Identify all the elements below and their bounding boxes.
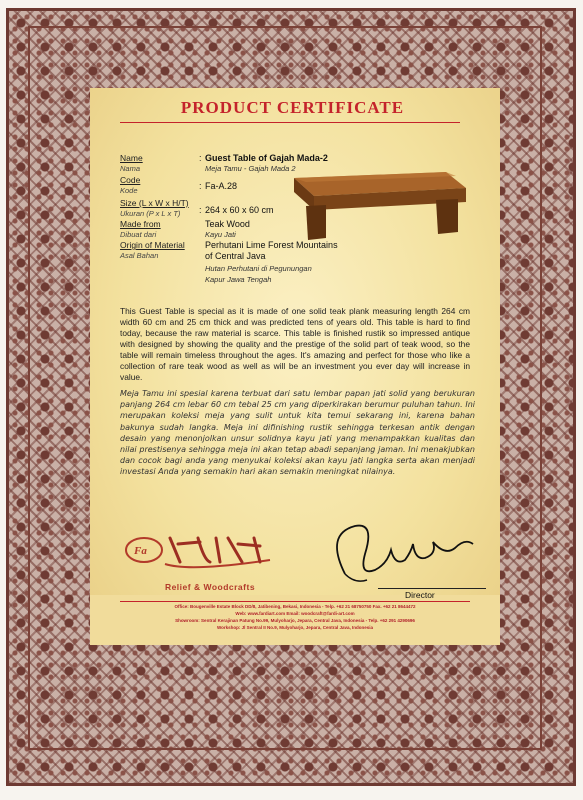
svg-text:Fa: Fa (134, 545, 147, 557)
signature-line (378, 588, 486, 589)
origin-value-line2: of Central Java (205, 251, 266, 261)
teak-table-icon (286, 162, 470, 246)
made-value: Teak Wood (205, 219, 250, 229)
origin-label: Origin of Material (120, 240, 185, 250)
code-colon: : (199, 181, 202, 191)
code-label-id: Kode (120, 186, 138, 195)
brand-logo-icon (120, 524, 280, 584)
footer-office: Office: Bougenville Estate Block DD/8, Jatibening, Bekasi, Indonesia - Telp. +62 21 68750750 Fax. +62 21 8644472 (174, 604, 416, 609)
footer-showroom: Showroom: Sentral Kerajinan Patung No.99, Mulyoharjo, Jepara, Central Java, Indonesia - Telp. +62 291 4290696 (175, 618, 415, 623)
size-colon: : (199, 205, 202, 215)
size-label-id: Ukuran (P x L x T) (120, 209, 181, 218)
director-label: Director (405, 590, 435, 600)
origin-value-id-line1: Hutan Perhutani di Pegunungan (205, 264, 312, 273)
origin-value-line1: Perhutani Lime Forest Mountains (205, 240, 338, 250)
made-value-id: Kayu Jati (205, 230, 236, 239)
name-value-id: Meja Tamu - Gajah Mada 2 (205, 164, 296, 173)
made-label-id: Dibuat dari (120, 230, 157, 239)
description-english: This Guest Table is special as it is made of one solid teak plank measuring length 264 cm width 60 cm and 25 cm thick and was predicted tens of years old. This table is hard to find today, because the raw material is scarce. This table is finished rustik so impressed antique with designed by showing the quality and the prestige of the solid part of teak wood, so the table will remain timeless throughout the ages. It's amazing and perfect for those who like a collection of rare teak wood as well as will be an investment you ever day will increase in value. (120, 306, 470, 382)
brand-tagline: Relief & Woodcrafts (164, 582, 256, 592)
origin-value-id-line2: Kapur Jawa Tengah (205, 275, 272, 284)
name-colon: : (199, 153, 202, 163)
size-label: Size (L x W x H/T) (120, 198, 189, 208)
footer-rule (120, 601, 470, 602)
signature-icon (315, 514, 495, 594)
footer-web: Web: www.fardiart.com Email: woodcraft@fardi-art.com (235, 611, 355, 616)
name-value: Guest Table of Gajah Mada-2 (205, 153, 328, 163)
certificate-title: PRODUCT CERTIFICATE (180, 98, 405, 117)
origin-label-id: Asal Bahan (120, 251, 159, 260)
footer-workshop: Workshop: Jl Sentral II No.9, Mulyoharjo, Jepara, Central Java, Indonesia (217, 625, 373, 630)
code-label: Code (120, 175, 141, 185)
size-value: 264 x 60 x 60 cm (205, 205, 274, 215)
title-underline (120, 122, 460, 123)
made-label: Made from (120, 219, 161, 229)
name-label-id: Nama (120, 164, 141, 173)
description-indonesian: Meja Tamu ini spesial karena terbuat dari satu lembar papan jati solid yang berukuran panjang 264 cm lebar 60 cm tebal 25 cm yang diperkirakan berumur puluhan tahun. Ini merupakan koleksi meja yang sulit untuk kita temui sekarang ini, karena bahan bakunya sudah langka. Meja ini difinishing rustik sehingga terkesan antik dengan desain yang menonjolkan unsur solidnya kayu jati yang menampakkan kualitas dan nilai prestisenya sehingga meja ini akan tetap abadi sepanjang jaman. Ini menakjubkan dan cocok bagi anda yang menyukai koleksi akan kayu jati langka serta akan menjadi investasi Anda yang semakin hari akan semakin meningkat nilainya. (120, 389, 475, 477)
name-label: Name (120, 153, 143, 163)
code-value: Fa-A.28 (205, 181, 238, 191)
